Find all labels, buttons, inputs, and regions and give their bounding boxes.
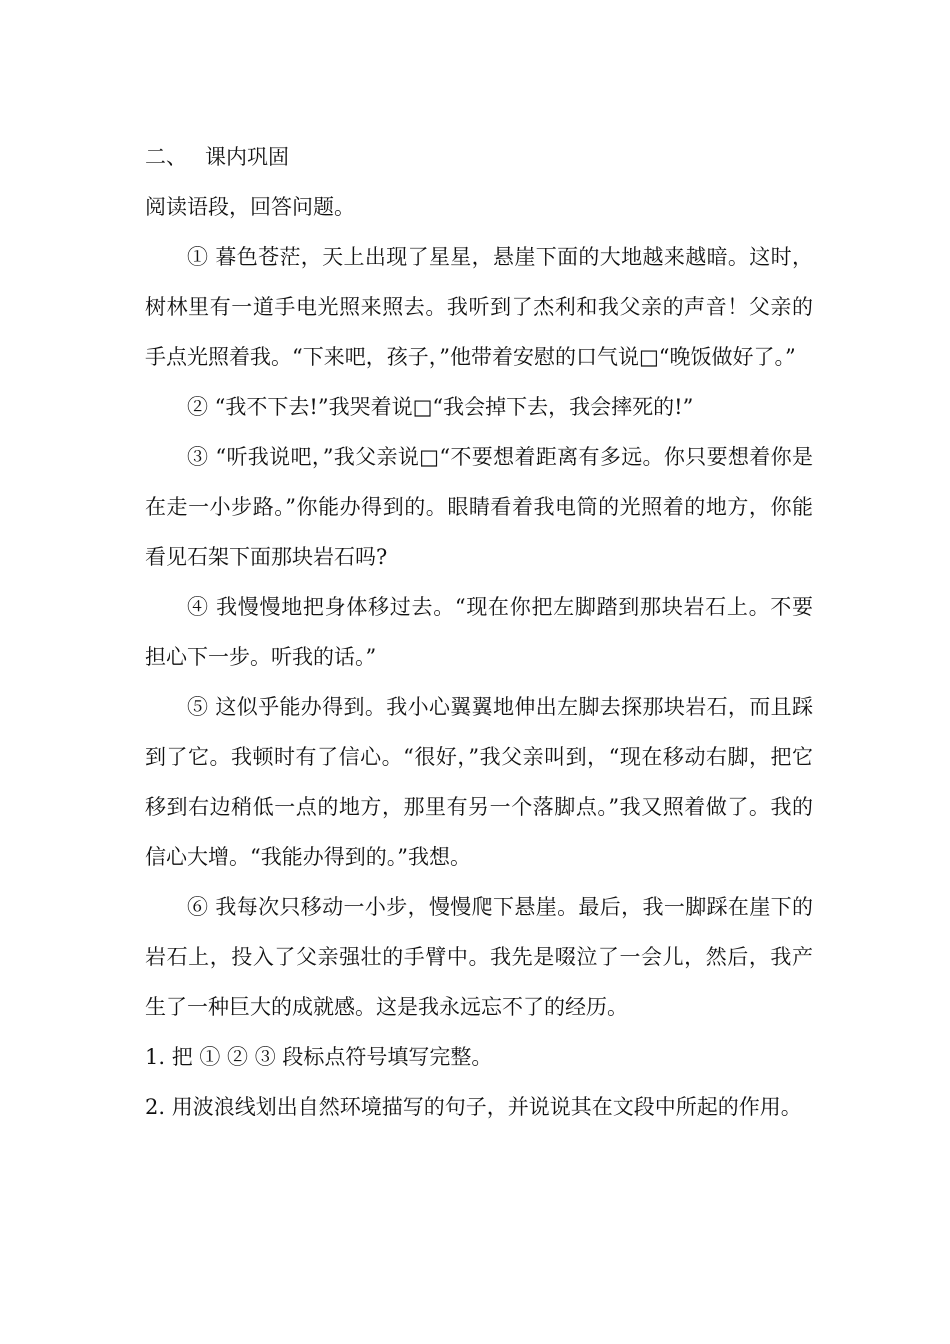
section-heading	[145, 132, 813, 182]
passage-paragraph-2: ② “我不下去!”我哭着说□“我会掉下去，我会摔死的!”	[187, 395, 694, 419]
passage-paragraph-3: ③ “听我说吧，”我父亲说□“不要想着距离有多远。你只要想着你是在走一小步路。”你能办得到的。眼睛看着我电筒的光照着的地方，你能看见石架下面那块岩石吗?	[145, 445, 813, 569]
question-2: 2. 用波浪线划出自然环境描写的句子，并说说其在文段中所起的作用。	[145, 1095, 802, 1119]
passage-paragraph-4: ④ 我慢慢地把身体移过去。“现在你把左脚踏到那块岩石上。不要担心下一步。听我的话。”	[145, 595, 813, 669]
document-content	[145, 132, 813, 1132]
section-number: 二、	[145, 145, 187, 169]
reading-instruction: 阅读语段，回答问题。	[145, 195, 355, 219]
passage-paragraph-6: ⑥ 我每次只移动一小步，慢慢爬下悬崖。最后，我一脚踩在崖下的岩石上，投入了父亲强壮的手臂中。我先是啜泣了一会儿，然后，我产生了一种巨大的成就感。这是我永远忘不了的经历。	[145, 895, 813, 1019]
section-title: 课内巩固	[205, 145, 289, 169]
question-1: 1. 把 ① ② ③ 段标点符号填写完整。	[145, 1045, 493, 1069]
passage-paragraph-5: ⑤ 这似乎能办得到。我小心翼翼地伸出左脚去探那块岩石，而且踩到了它。我顿时有了信心。“很好，”我父亲叫到，“现在移动右脚，把它移到右边稍低一点的地方，那里有另一个落脚点。”我又照着做了。我的信心大增。“我能办得到的。”我想。	[145, 695, 813, 869]
passage-paragraph-1: ① 暮色苍茫，天上出现了星星，悬崖下面的大地越来越暗。这时，树林里有一道手电光照来照去。我听到了杰利和我父亲的声音！父亲的手点光照着我。“下来吧，孩子，”他带着安慰的口气说□“晚饭做好了。”	[145, 245, 813, 369]
